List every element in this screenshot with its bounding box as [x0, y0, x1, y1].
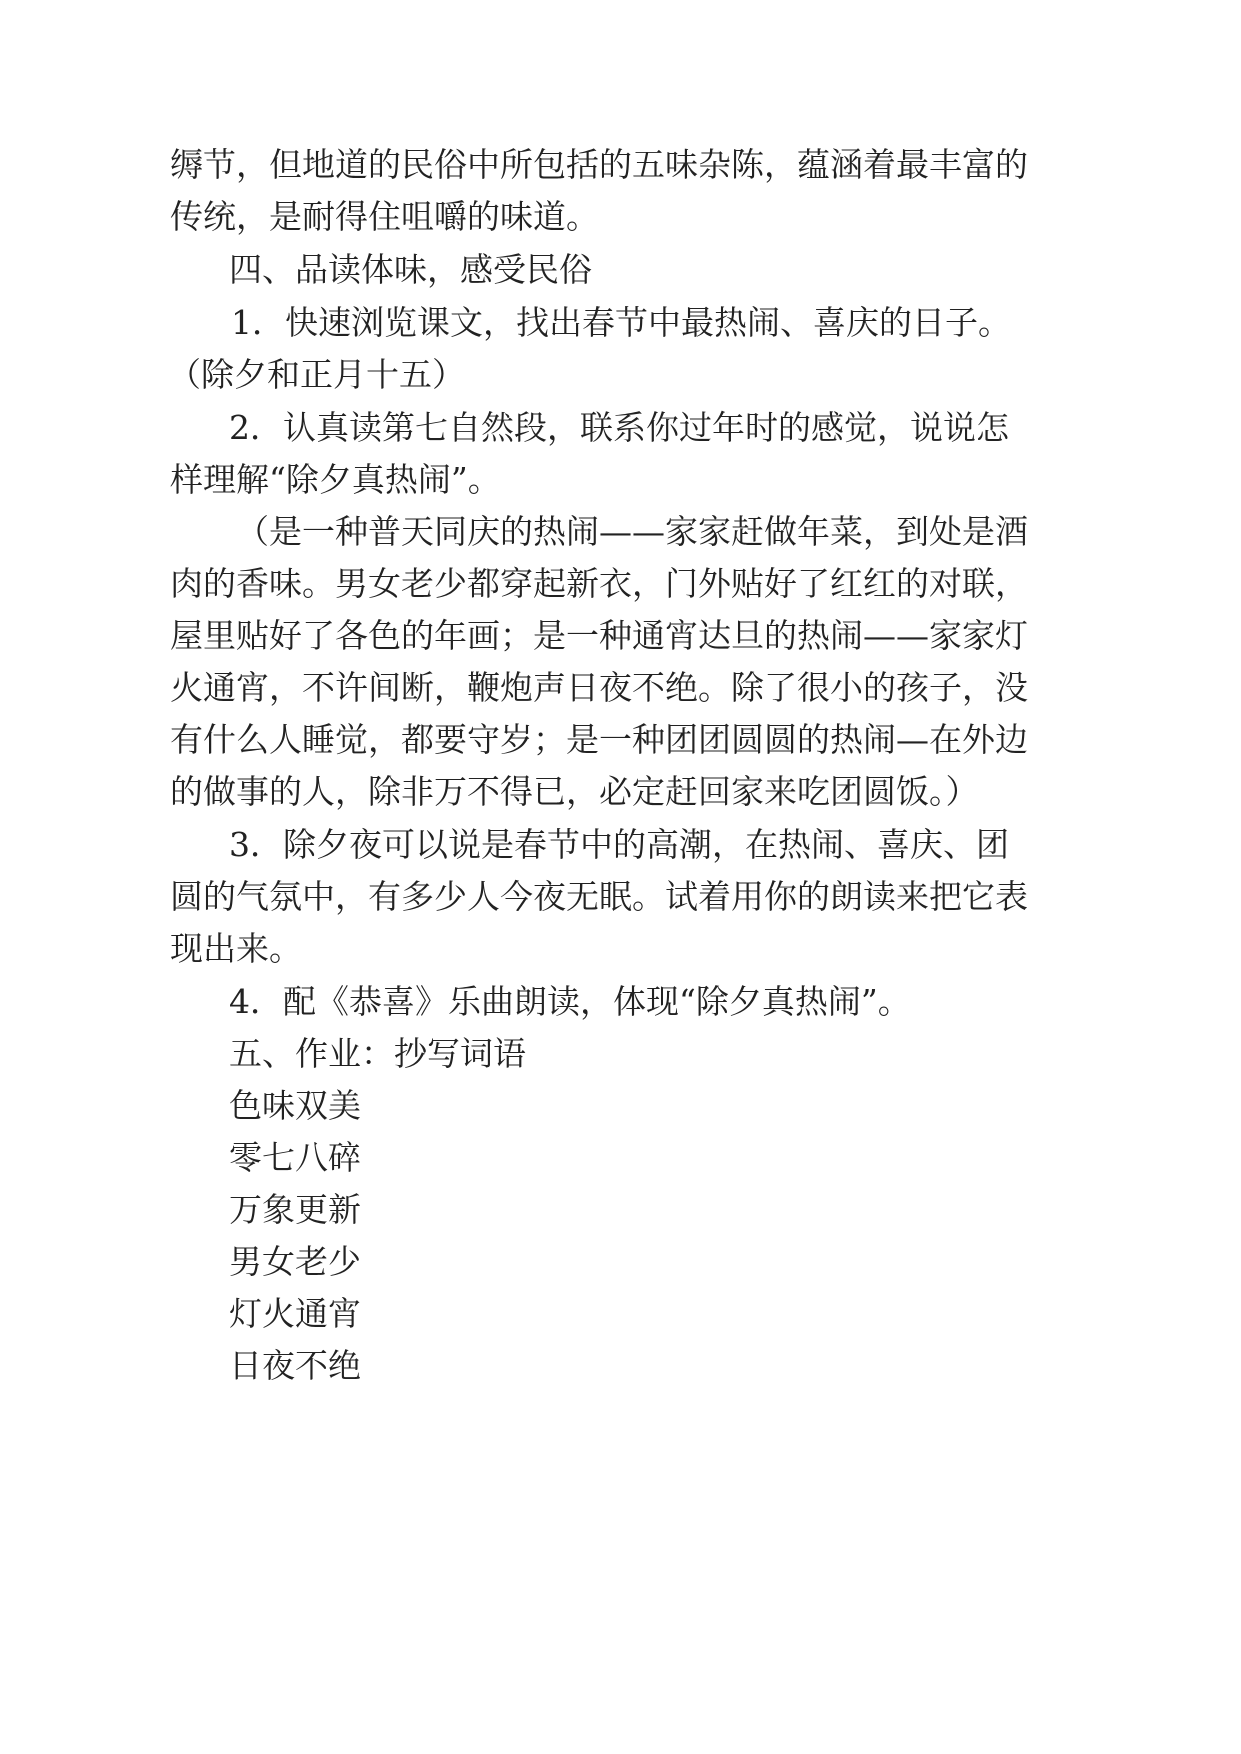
paragraph-line: 圆的气氛中，有多少人今夜无眠。试着用你的朗读来把它表: [170, 877, 1028, 916]
paragraph-line: 样理解“除夕真热闹”。: [170, 460, 501, 499]
answer-line: 肉的香味。男女老少都穿起新衣，门外贴好了红红的对联，: [170, 564, 1028, 603]
vocabulary-word: 色味双美: [229, 1086, 361, 1125]
answer-line: （除夕和正月十五）: [168, 355, 465, 394]
answer-line: 屋里贴好了各色的年画；是一种通宵达旦的热闹——家家灯: [170, 616, 1028, 655]
answer-line: 火通宵，不许间断，鞭炮声日夜不绝。除了很小的孩子，没: [170, 668, 1028, 707]
vocabulary-word: 日夜不绝: [229, 1346, 361, 1385]
answer-line: （是一种普天同庆的热闹——家家赶做年菜，到处是酒: [236, 512, 1028, 551]
paragraph-line: 3．除夕夜可以说是春节中的高潮，在热闹、喜庆、团: [229, 825, 1009, 864]
section-heading: 四、品读体味，感受民俗: [229, 250, 592, 289]
paragraph-line: 现出来。: [170, 929, 302, 968]
paragraph-line: 传统，是耐得住咀嚼的味道。: [170, 197, 599, 236]
vocabulary-word: 万象更新: [229, 1190, 361, 1229]
paragraph-line: 4．配《恭喜》乐曲朗读，体现“除夕真热闹”。: [229, 982, 911, 1021]
paragraph-line: 2．认真读第七自然段，联系你过年时的感觉，说说怎: [229, 408, 1009, 447]
vocabulary-word: 男女老少: [229, 1242, 361, 1281]
section-heading: 五、作业：抄写词语: [229, 1034, 526, 1073]
answer-line: 的做事的人，除非万不得已，必定赶回家来吃团圆饭。）: [170, 772, 979, 811]
answer-line: 有什么人睡觉，都要守岁；是一种团团圆圆的热闹—在外边: [170, 720, 1028, 759]
paragraph-line: 1．快速浏览课文，找出春节中最热闹、喜庆的日子。: [231, 303, 1011, 342]
vocabulary-word: 灯火通宵: [229, 1294, 361, 1333]
paragraph-line: 缛节，但地道的民俗中所包括的五味杂陈，蕴涵着最丰富的: [170, 145, 1028, 184]
vocabulary-word: 零七八碎: [229, 1138, 361, 1177]
